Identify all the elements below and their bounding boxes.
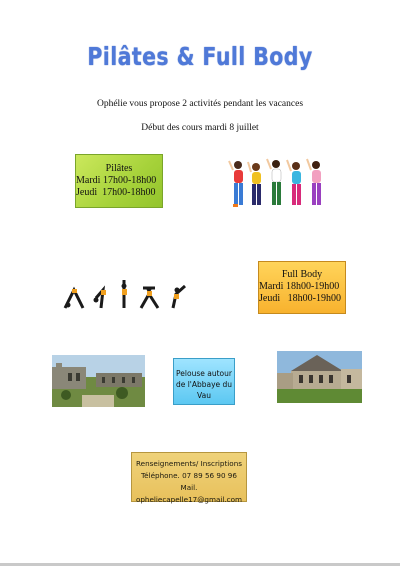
contact-phone: Téléphone. 07 89 56 90 96: [141, 471, 237, 480]
contact-heading: Renseignements/ Inscriptions: [136, 459, 242, 468]
fullbody-tuesday: Mardi 18h00-19h00: [259, 281, 340, 292]
yoga-poses-illustration: [63, 278, 190, 310]
location-line1: Pelouse autour: [176, 369, 232, 378]
pilates-schedule-box: [75, 154, 163, 208]
fullbody-schedule-box: [258, 261, 346, 314]
abbey-ruins-photo: [52, 355, 145, 407]
pilates-tuesday: Mardi 17h00-18h00: [76, 175, 157, 186]
location-box: [173, 358, 235, 405]
intro-text: Ophélie vous propose 2 activités pendant les vacances: [96, 99, 304, 109]
fullbody-heading: Full Body: [281, 269, 323, 280]
pilates-heading: Pilâtes: [105, 163, 133, 174]
group-stretch-illustration: [226, 156, 332, 212]
abbey-building-photo: [277, 351, 362, 403]
fullbody-thursday: Jeudi 18h00-19h00: [259, 293, 341, 304]
pilates-thursday: Jeudi 17h00-18h00: [76, 187, 156, 198]
contact-email[interactable]: Mail. opheliecapelle17@gmail.com: [135, 483, 243, 504]
location-line2: de l'Abbaye du Vau: [175, 380, 233, 400]
contact-box: [131, 452, 247, 502]
start-date-text: Début des cours mardi 8 juillet: [141, 123, 259, 133]
page-title: Pilâtes & Full Body: [87, 42, 313, 71]
